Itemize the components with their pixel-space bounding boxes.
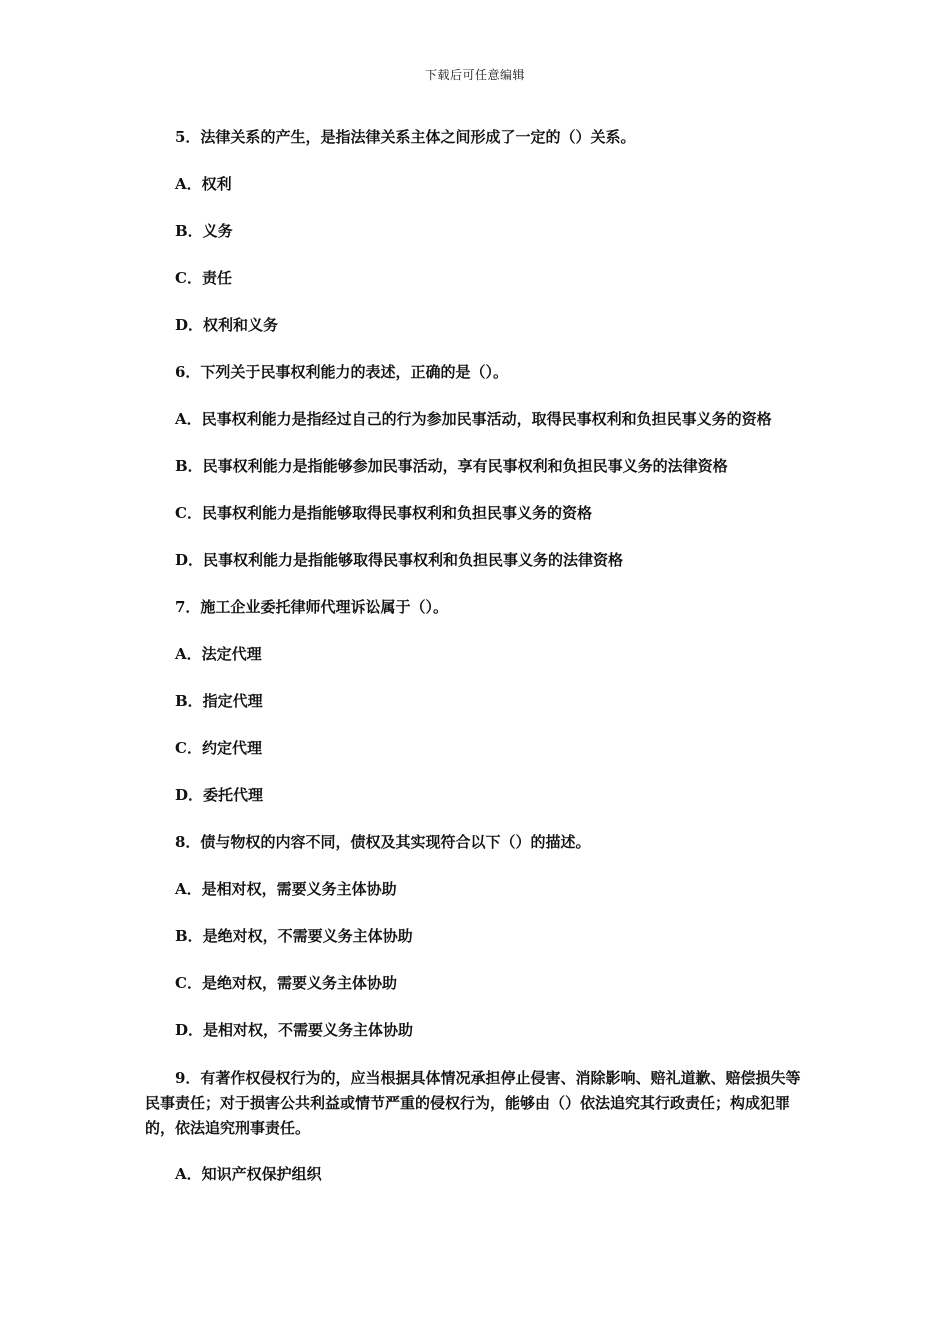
answer-option: C．约定代理 <box>175 739 262 757</box>
document-body <box>145 126 815 1210</box>
question-stem: 9．有著作权侵权行为的，应当根据具体情况承担停止侵害、消除影响、赔礼道歉、赔偿损失等民事责任；对于损害公共利益或情节严重的侵权行为，能够由（）依法追究其行政责任；构成犯罪的，依法追究刑事责任。 <box>145 1069 801 1137</box>
answer-option: A．权利 <box>175 175 232 193</box>
answer-option: A．是相对权，需要义务主体协助 <box>175 880 397 898</box>
answer-option: B．指定代理 <box>175 692 263 710</box>
page-header: 下载后可任意编辑 <box>424 68 525 82</box>
answer-option: D．是相对权，不需要义务主体协助 <box>175 1021 414 1039</box>
answer-option: D．委托代理 <box>175 786 264 804</box>
answer-option: B．义务 <box>175 222 233 240</box>
answer-option: C．责任 <box>175 269 232 287</box>
question-stem: 8．债与物权的内容不同，债权及其实现符合以下（）的描述。 <box>175 833 591 851</box>
question-stem: 7．施工企业委托律师代理诉讼属于（）。 <box>175 598 448 616</box>
answer-option: C．民事权利能力是指能够取得民事权利和负担民事义务的资格 <box>175 504 592 522</box>
question-stem: 6．下列关于民事权利能力的表述，正确的是（）。 <box>175 363 508 381</box>
answer-option: C．是绝对权，需要义务主体协助 <box>175 974 397 992</box>
answer-option: D．权利和义务 <box>175 316 279 334</box>
answer-option: D．民事权利能力是指能够取得民事权利和负担民事义务的法律资格 <box>175 551 624 569</box>
answer-option: A．法定代理 <box>175 645 262 663</box>
answer-option: B．民事权利能力是指能够参加民事活动，享有民事权利和负担民事义务的法律资格 <box>175 457 728 475</box>
answer-option: B．是绝对权，不需要义务主体协助 <box>175 927 413 945</box>
answer-option: A．知识产权保护组织 <box>175 1165 322 1183</box>
answer-option: A．民事权利能力是指经过自己的行为参加民事活动，取得民事权利和负担民事义务的资格 <box>175 410 772 428</box>
question-stem: 5．法律关系的产生，是指法律关系主体之间形成了一定的（）关系。 <box>175 128 636 146</box>
